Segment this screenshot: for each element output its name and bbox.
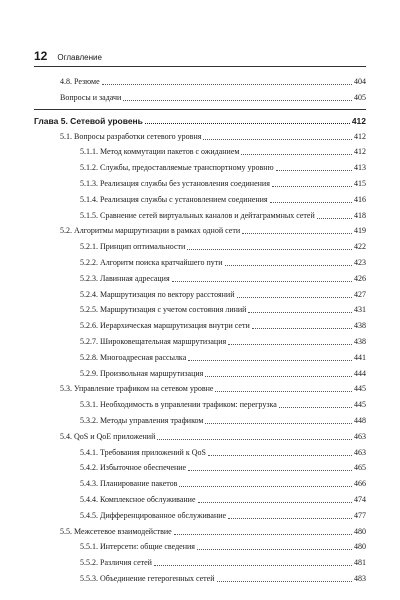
toc-entry-page: 444 — [354, 368, 366, 378]
toc-entry-page: 477 — [354, 510, 366, 520]
toc-entry-page: 438 — [354, 321, 366, 331]
toc-entry-label: 5.1.2. Службы, предоставляемые транспортному уровню — [80, 163, 274, 173]
leader-dots — [270, 202, 352, 203]
toc-entry-page: 412 — [354, 131, 366, 141]
toc-subsection — [34, 258, 366, 268]
toc-entry-page: 474 — [354, 494, 366, 504]
leader-dots — [154, 565, 352, 566]
toc-subsection — [34, 495, 366, 505]
toc-subsection — [34, 242, 366, 252]
toc-subsection — [34, 195, 366, 205]
running-title: Оглавление — [57, 53, 102, 62]
toc-entry-page: 431 — [354, 305, 366, 315]
toc-entry-label: Вопросы и задачи — [60, 92, 122, 102]
toc-entry-label: 5.4.4. Комплексное обслуживание — [80, 494, 196, 504]
toc-subsection — [34, 290, 366, 300]
toc-subsection — [34, 400, 366, 410]
leader-dots — [157, 439, 352, 440]
toc-entry-page: 481 — [354, 558, 366, 568]
leader-dots — [242, 233, 352, 234]
toc-entry-label: 4.8. Резюме — [60, 77, 100, 86]
toc-subsection — [34, 305, 366, 315]
toc-section — [34, 527, 366, 537]
leader-dots — [208, 455, 352, 456]
toc-entry-label: 5.4.5. Дифференцированное обслуживание — [80, 510, 227, 520]
toc-entry-page: 465 — [354, 463, 366, 473]
toc-entry-label: 5.2.2. Алгоритм поиска кратчайшего пути — [80, 257, 223, 267]
toc-subsection — [34, 542, 366, 552]
toc-entry-label: 5.4.3. Планирование пакетов — [80, 479, 178, 489]
toc-entry-page: 416 — [354, 194, 366, 204]
leader-dots — [228, 344, 352, 345]
toc-subsection — [34, 511, 366, 521]
leader-dots — [215, 391, 352, 392]
page-header — [34, 49, 102, 65]
toc-entry-label: 5.2.7. Широковещательная маршрутизация — [80, 336, 227, 346]
toc-entry-page: 438 — [354, 336, 366, 346]
toc-entry — [34, 77, 366, 87]
toc-subsection — [34, 416, 366, 426]
toc-entry-page: 412 — [354, 147, 366, 157]
toc-entry-label: 5.5.3. Объединение гетерогенных сетей — [80, 573, 215, 583]
toc-entry-label: 5.1.5. Сравнение сетей виртуальных каналов и дейтаграммных сетей — [80, 210, 315, 220]
header-rule — [34, 66, 366, 67]
toc-entry-label: 5.3.2. Методы управления трафиком — [80, 415, 204, 425]
toc-entry-page: 480 — [354, 526, 366, 536]
leader-dots — [102, 84, 352, 85]
leader-dots — [172, 281, 352, 282]
toc-entry-label: 5.2.5. Маршрутизация с учетом состояния линий — [80, 305, 247, 315]
toc-entry-page: 415 — [354, 178, 366, 188]
toc-entry-label: 5.4. QoS и QoE приложений — [60, 431, 156, 441]
leader-dots — [123, 100, 352, 101]
leader-dots — [279, 407, 352, 408]
leader-dots — [217, 581, 353, 582]
toc-entry-label: 5.4.1. Требования приложений к QoS — [80, 447, 206, 457]
toc-entry-page: 404 — [354, 77, 366, 86]
toc-entry-label: 5.5.2. Различия сетей — [80, 558, 152, 568]
toc-entry-page: 463 — [354, 447, 366, 457]
toc-entry-page: 466 — [354, 479, 366, 489]
toc-entry-page: 448 — [354, 415, 366, 425]
toc-entry-label: 5.2.9. Произвольная маршрутизация — [80, 368, 204, 378]
leader-dots — [248, 312, 352, 313]
leader-dots — [187, 249, 352, 250]
toc-entry-page: 445 — [354, 384, 366, 394]
toc-entry-label: 5.1.1. Метод коммутации пакетов с ожиданием — [80, 147, 240, 157]
chapter-title: Глава 5. Сетевой уровень — [34, 115, 143, 126]
toc-subsection — [34, 211, 366, 221]
leader-dots — [203, 139, 352, 140]
toc-entry-label: 5.1.4. Реализация службы с установлением соединения — [80, 194, 268, 204]
leader-dots — [241, 154, 352, 155]
toc-subsection — [34, 337, 366, 347]
toc-subsection — [34, 353, 366, 363]
toc-entry-page: 445 — [354, 400, 366, 410]
leader-dots — [205, 376, 352, 377]
toc-subsection — [34, 147, 366, 157]
toc-entry-label: 5.2.4. Маршрутизация по вектору расстояний — [80, 289, 235, 299]
toc-section — [34, 384, 366, 394]
toc-entry-label: 5.2.1. Принцип оптимальности — [80, 242, 186, 252]
leader-dots — [317, 218, 352, 219]
leader-dots — [252, 328, 352, 329]
toc-entry-label: 5.2.6. Иерархическая маршрутизация внутри сети — [80, 321, 250, 331]
toc-entry-page: 480 — [354, 542, 366, 552]
leader-dots — [197, 549, 352, 550]
chapter-heading — [34, 116, 366, 126]
toc-entry-label: 5.5. Межсетевое взаимодействие — [60, 526, 172, 536]
toc-entry-page: 483 — [354, 573, 366, 583]
leader-dots — [145, 123, 350, 124]
toc-entry-label: 5.1. Вопросы разработки сетевого уровня — [60, 131, 202, 141]
toc-subsection — [34, 163, 366, 173]
toc-entry — [34, 93, 366, 103]
leader-dots — [188, 470, 352, 471]
leader-dots — [237, 297, 353, 298]
toc-subsection — [34, 463, 366, 473]
toc-entry-label: 5.4.2. Избыточное обеспечение — [80, 463, 187, 473]
leader-dots — [276, 170, 352, 171]
leader-dots — [179, 486, 352, 487]
leader-dots — [225, 265, 352, 266]
toc-entry-label: 5.3.1. Необходимость в управлении трафиком: перегрузка — [80, 400, 277, 410]
toc-entry-label: 5.5.1. Интерсети: общие сведения — [80, 542, 195, 552]
chapter-rule — [34, 109, 366, 110]
page-number: 12 — [34, 49, 48, 63]
toc-entry-label: 5.2.3. Лавинная адресация — [80, 273, 170, 283]
toc-subsection — [34, 558, 366, 568]
toc-entry-label: 5.2.8. Многоадресная рассылка — [80, 352, 187, 362]
toc-subsection — [34, 448, 366, 458]
toc-entries — [34, 132, 366, 584]
leader-dots — [228, 518, 352, 519]
table-of-contents — [34, 77, 366, 590]
toc-entry-page: 413 — [354, 163, 366, 173]
toc-entry-page: 463 — [354, 431, 366, 441]
toc-entry-page: 423 — [354, 257, 366, 267]
toc-subsection — [34, 274, 366, 284]
chapter-page: 412 — [351, 115, 366, 126]
toc-entry-page: 426 — [354, 273, 366, 283]
leader-dots — [272, 186, 352, 187]
toc-entry-page: 418 — [354, 210, 366, 220]
toc-subsection — [34, 479, 366, 489]
leader-dots — [198, 502, 353, 503]
toc-entry-page: 441 — [354, 352, 366, 362]
leader-dots — [174, 534, 352, 535]
toc-section — [34, 226, 366, 236]
toc-entry-page: 419 — [354, 226, 366, 236]
toc-entry-page: 427 — [354, 289, 366, 299]
toc-section — [34, 132, 366, 142]
toc-subsection — [34, 321, 366, 331]
toc-entry-label: 5.3. Управление трафиком на сетевом уровне — [60, 384, 214, 394]
toc-subsection — [34, 574, 366, 584]
toc-subsection — [34, 369, 366, 379]
toc-entry-page: 405 — [354, 92, 366, 102]
toc-entry-label: 5.2. Алгоритмы маршрутизации в рамках одной сети — [60, 226, 241, 236]
toc-subsection — [34, 179, 366, 189]
toc-entry-label: 5.1.3. Реализация службы без установления соединения — [80, 178, 270, 188]
leader-dots — [205, 423, 352, 424]
leader-dots — [188, 360, 352, 361]
toc-section — [34, 432, 366, 442]
toc-entry-page: 422 — [354, 242, 366, 252]
